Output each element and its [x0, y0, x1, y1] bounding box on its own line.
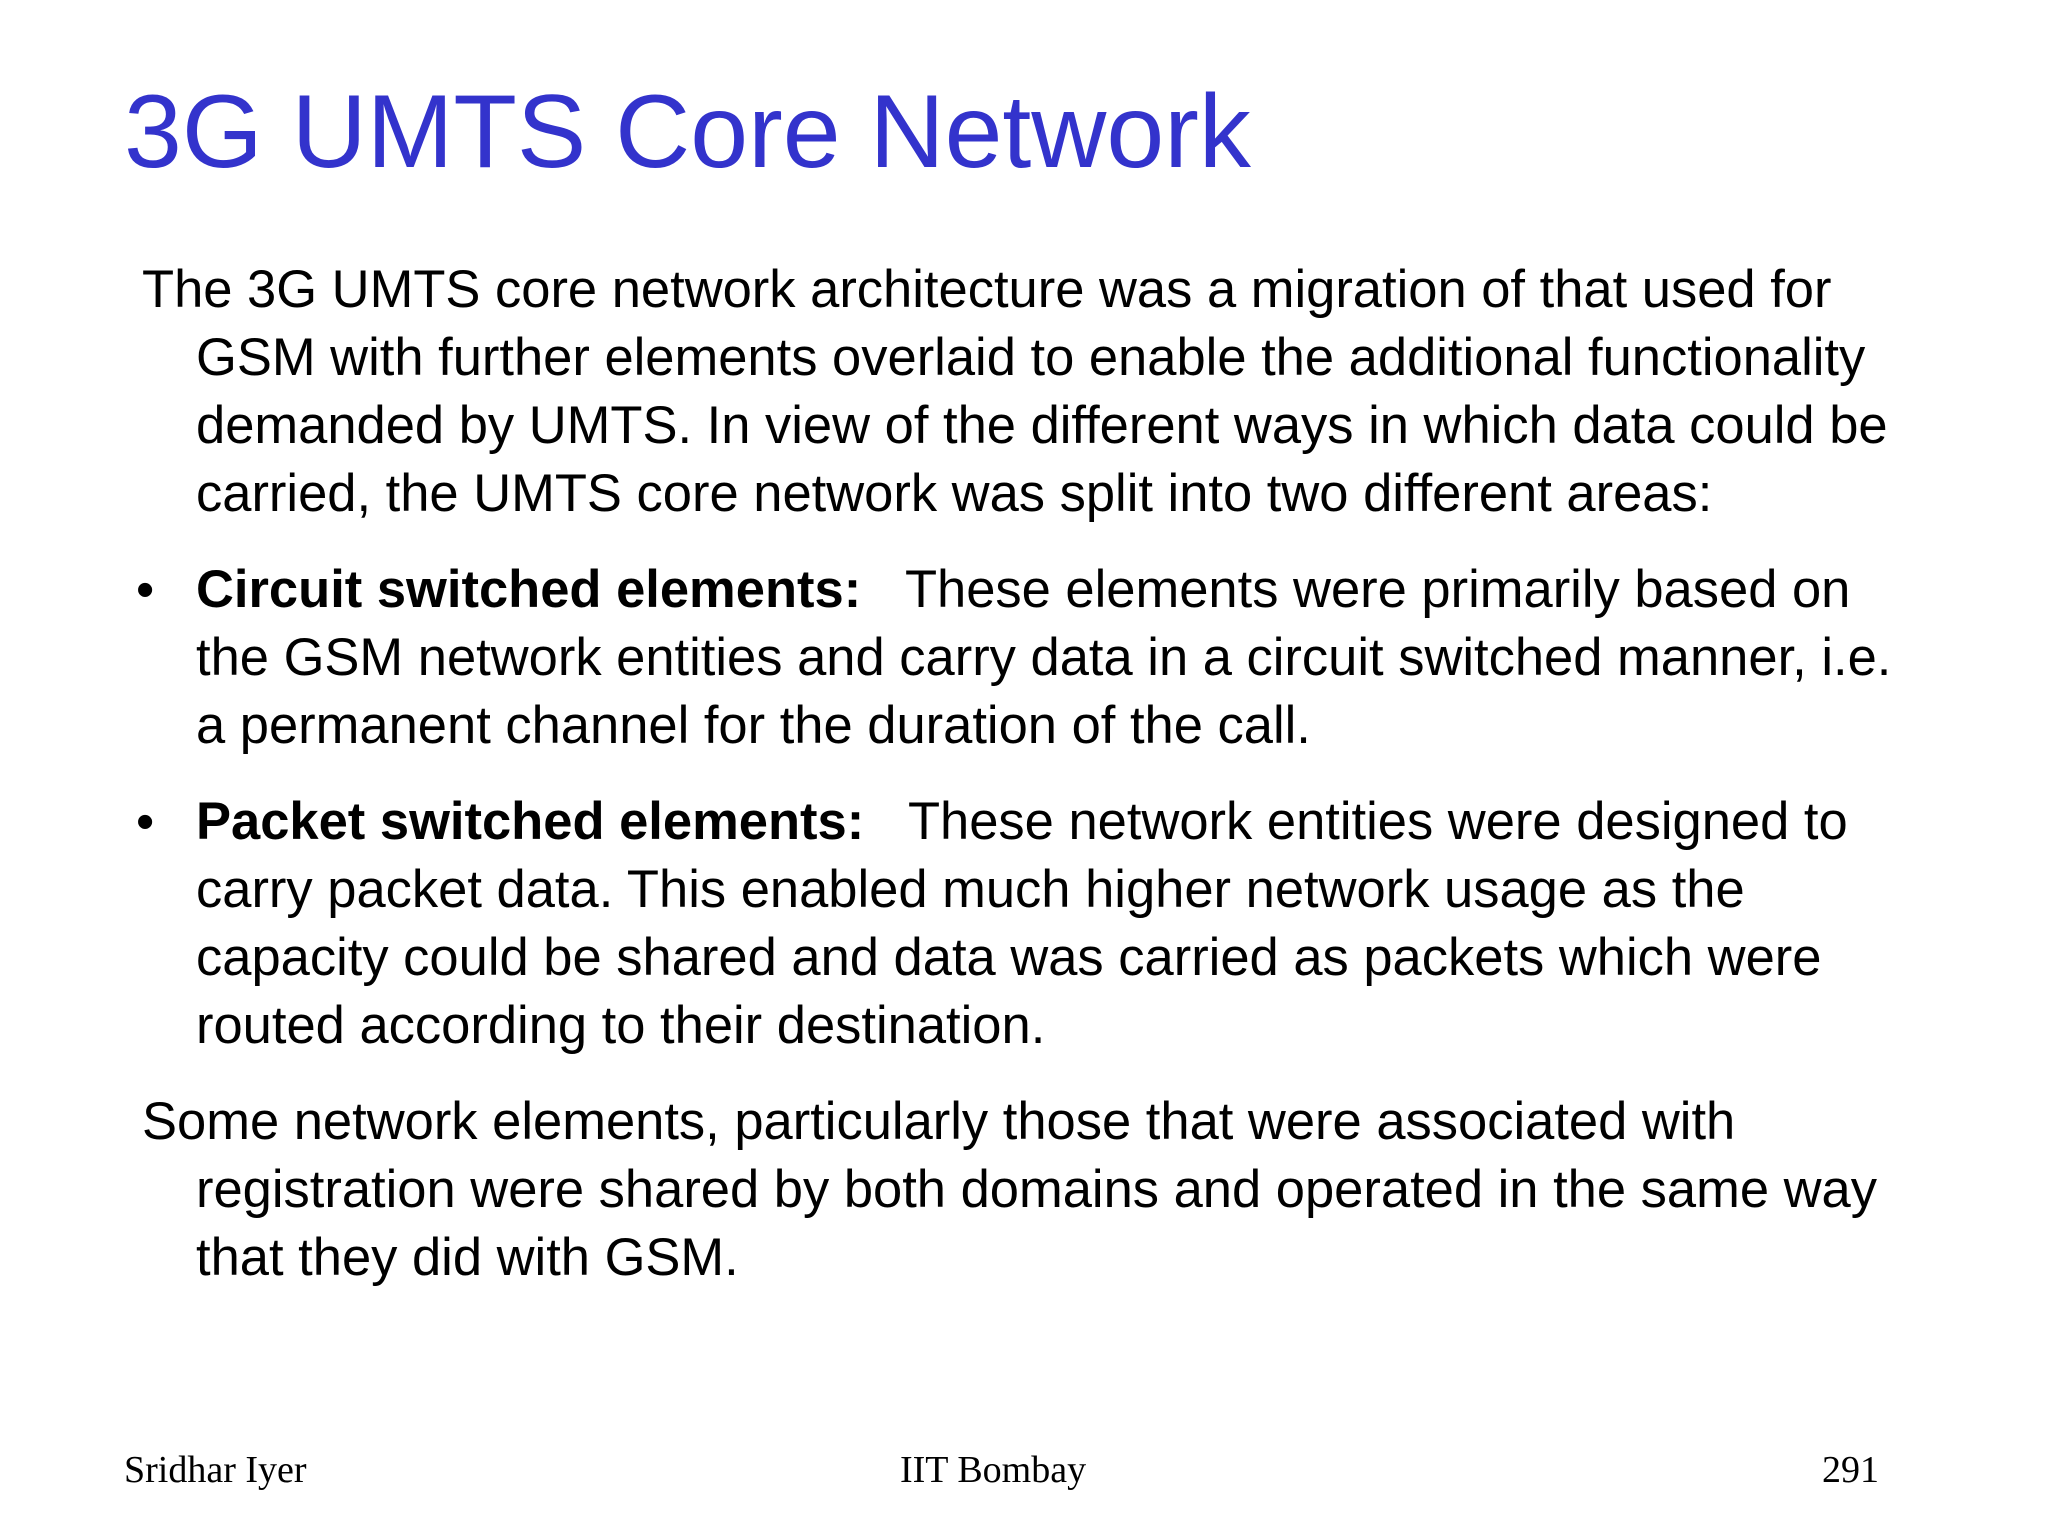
bullet-term: Packet switched elements:	[196, 792, 865, 851]
intro-paragraph: The 3G UMTS core network architecture was a migration of that used for GSM with further elements overlaid to enable the additional functionality demanded by UMTS. In view of the different ways in which data could be carried, the UMTS core network was split into two different areas:	[142, 260, 1888, 523]
bullet-item-packet-switched	[136, 788, 1932, 1060]
closing-paragraph: Some network elements, particularly those that were associated with registration were shared by both domains and operated in the same way that they did with GSM.	[142, 1092, 1877, 1287]
bullet-list	[136, 556, 1932, 1060]
slide-title: 3G UMTS Core Network	[124, 74, 1251, 190]
bullet-icon: •	[136, 561, 155, 619]
bullet-term: Circuit switched elements:	[196, 560, 862, 619]
bullet-text: These network entities were designed to carry packet data. This enabled much higher network usage as the capacity could be shared and data was carried as packets which were routed according to their destination.	[196, 792, 1848, 1055]
slide-body	[136, 256, 1932, 1320]
bullet-icon: •	[136, 793, 155, 851]
footer-page-number: 291	[1822, 1449, 1879, 1491]
footer-author: Sridhar Iyer	[124, 1449, 307, 1491]
bullet-text: These elements were primarily based on the GSM network entities and carry data in a circuit switched manner, i.e. a permanent channel for the duration of the call.	[196, 560, 1892, 755]
bullet-item-circuit-switched	[136, 556, 1932, 760]
footer-institution: IIT Bombay	[900, 1449, 1087, 1491]
